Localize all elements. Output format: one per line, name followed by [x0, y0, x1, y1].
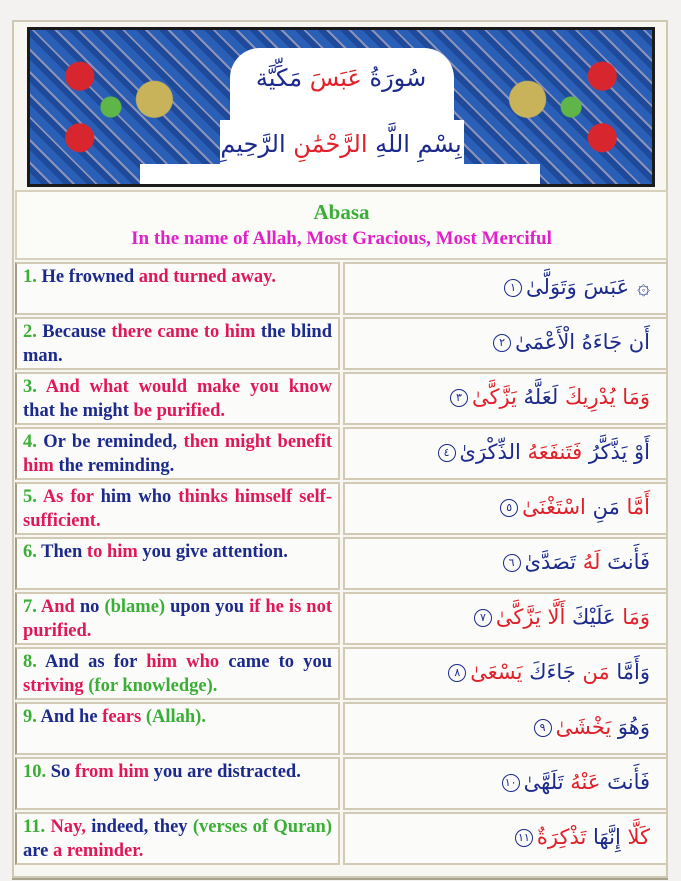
- sura-banner: [27, 27, 655, 187]
- verse-number-marker: ٦: [503, 554, 521, 572]
- verse-number-marker: ٨: [448, 664, 466, 682]
- verse-arabic: [343, 812, 668, 865]
- translation-segment: (for knowledge).: [83, 676, 218, 696]
- verse-row: [15, 757, 668, 810]
- arabic-segment: الذِّكْرَىٰ: [459, 440, 521, 464]
- verse-number-marker: ٣: [450, 389, 468, 407]
- translation-segment: fears: [102, 707, 142, 727]
- translation-segment: you give attention.: [137, 542, 288, 562]
- verse-arabic: [343, 592, 668, 645]
- basmala-part: الرَّحْمَٰنِ: [293, 130, 368, 158]
- verse-row: [15, 592, 668, 645]
- translation-segment: 1.: [23, 267, 37, 287]
- verse-arabic: [343, 702, 668, 755]
- verse-number-marker: ١٠: [502, 774, 520, 792]
- translation-segment: And as for: [36, 652, 147, 672]
- translation-segment: from him: [74, 762, 150, 782]
- verse-translation: [15, 427, 340, 480]
- translation-segment: He frowned: [36, 267, 139, 287]
- basmala-translation: In the name of Allah, Most Gracious, Most Merciful: [131, 228, 552, 249]
- arabic-segment: تَذْكِرَةٌ: [536, 825, 587, 849]
- verse-number-marker: ٧: [474, 609, 492, 627]
- arabic-segment: إِنَّهَا: [586, 825, 621, 849]
- arabic-segment: كَلَّا: [620, 825, 650, 849]
- verse-translation: [15, 592, 340, 645]
- verse-row: [15, 262, 668, 315]
- translation-segment: that he might: [23, 401, 134, 421]
- translation-segment: (verses of Quran): [192, 817, 333, 837]
- translation-segment: and turned away.: [138, 267, 277, 287]
- verse-row: [15, 647, 668, 700]
- verse-row: [15, 702, 668, 755]
- verse-translation: [15, 647, 340, 700]
- arabic-segment: أَن جَاءَهُ الْأَعْمَىٰ: [515, 330, 650, 354]
- arabic-segment: اسْتَغْنَىٰ: [522, 495, 586, 519]
- arabic-segment: مَن: [575, 660, 610, 684]
- verse-arabic: [343, 482, 668, 535]
- translation-segment: striving: [23, 676, 84, 696]
- translation-segment: 2.: [23, 322, 37, 342]
- arabic-segment: جَاءَكَ: [522, 660, 576, 684]
- ornament-icon: ۞: [637, 275, 650, 300]
- translation-segment: there came to him: [111, 322, 256, 342]
- translation-segment: upon you: [165, 597, 250, 617]
- sura-name: عَبَسَ: [309, 64, 362, 92]
- arabic-segment: فَأَنتَ: [600, 770, 650, 794]
- arabic-segment: لَعَلَّهُ: [516, 385, 559, 409]
- translation-segment: And he: [36, 707, 103, 727]
- basmala-part: الرَّحِيمِ: [220, 130, 286, 158]
- sura-title-arabic: [30, 64, 652, 92]
- translation-segment: 3.: [23, 377, 37, 397]
- verse-translation: [15, 482, 340, 535]
- translation-segment: to him: [86, 542, 138, 562]
- verse-row: [15, 317, 668, 370]
- translation-segment: the reminding.: [53, 456, 175, 476]
- verse-arabic: [343, 537, 668, 590]
- translation-segment: And: [36, 597, 75, 617]
- arabic-segment: وَأَمَّا: [609, 660, 650, 684]
- arabic-segment: يَسْعَىٰ: [470, 660, 523, 684]
- verse-table: [15, 262, 668, 867]
- translation-segment: came to you: [219, 652, 332, 672]
- verse-translation: [15, 262, 340, 315]
- translation-segment: Nay,: [45, 817, 86, 837]
- verse-translation: [15, 812, 340, 865]
- arabic-segment: تَلَهَّىٰ: [523, 770, 564, 794]
- translation-segment: 4.: [23, 432, 37, 452]
- arabic-segment: تَصَدَّىٰ: [524, 550, 577, 574]
- arabic-segment: أَمَّا: [619, 495, 650, 519]
- translation-segment: be purified.: [133, 401, 225, 421]
- arabic-segment: يَخْشَىٰ: [555, 715, 612, 739]
- verse-arabic: [343, 647, 668, 700]
- arabic-segment: أَلَّا يَزَّكَّىٰ: [495, 605, 566, 629]
- translation-segment: 8.: [23, 652, 37, 672]
- translation-segment: 7.: [23, 597, 37, 617]
- verse-number-marker: ٢: [493, 334, 511, 352]
- banner-panel: [140, 164, 540, 184]
- verse-arabic: [343, 262, 668, 315]
- translation-segment: the blind man.: [23, 322, 332, 366]
- verse-arabic: [343, 372, 668, 425]
- translation-segment: 9.: [23, 707, 37, 727]
- arabic-segment: يَزَّكَّىٰ: [471, 385, 517, 409]
- arabic-segment: فَأَنتَ: [600, 550, 650, 574]
- verse-row: [15, 537, 668, 590]
- basmala-arabic: [30, 130, 652, 158]
- translation-segment: indeed, they: [85, 817, 193, 837]
- verse-number-marker: ٥: [500, 499, 518, 517]
- translation-segment: no: [74, 597, 105, 617]
- verse-row: [15, 812, 668, 865]
- translation-segment: thinks himself self-sufficient.: [23, 487, 332, 531]
- translation-segment: 10.: [23, 762, 47, 782]
- verse-number-marker: ٩: [534, 719, 552, 737]
- translation-segment: then might benefit him: [23, 432, 332, 476]
- translation-segment: Or be reminded,: [36, 432, 184, 452]
- verse-translation: [15, 537, 340, 590]
- title-box: [15, 190, 668, 260]
- arabic-segment: أَوْ يَذَّكَّرُ: [582, 440, 650, 464]
- verse-row: [15, 372, 668, 425]
- translation-segment: And what would make you know: [36, 377, 332, 397]
- arabic-segment: عَنْهُ: [563, 770, 601, 794]
- translation-segment: 6.: [23, 542, 37, 562]
- verse-translation: [15, 372, 340, 425]
- verse-row: [15, 482, 668, 535]
- sura-type: مَكِّيَّة: [255, 64, 303, 92]
- sura-prefix: سُورَةُ: [369, 64, 427, 92]
- verse-row: [15, 427, 668, 480]
- verse-number-marker: ٤: [438, 444, 456, 462]
- translation-segment: a reminder.: [52, 841, 144, 861]
- arabic-segment: عَلَيْكَ: [565, 605, 616, 629]
- basmala-part: بِسْمِ اللَّهِ: [375, 130, 462, 158]
- ornamental-border: [30, 30, 652, 184]
- translation-segment: (blame): [104, 597, 166, 617]
- verse-translation: [15, 317, 340, 370]
- translation-segment: him who: [100, 487, 179, 507]
- verse-translation: [15, 757, 340, 810]
- verse-translation: [15, 702, 340, 755]
- translation-segment: you are distracted.: [149, 762, 301, 782]
- surah-title: Abasa: [313, 200, 370, 224]
- translation-segment: (Allah).: [141, 707, 206, 727]
- arabic-segment: وَهُوَ: [611, 715, 650, 739]
- arabic-segment: لَهُ: [576, 550, 601, 574]
- verse-arabic: [343, 757, 668, 810]
- verse-arabic: [343, 427, 668, 480]
- verse-number-marker: ١١: [515, 829, 533, 847]
- arabic-segment: عَبَسَ وَتَوَلَّىٰ: [526, 275, 630, 299]
- translation-segment: As for: [36, 487, 101, 507]
- verse-number-marker: ١: [504, 279, 522, 297]
- translation-segment: Because: [36, 322, 112, 342]
- arabic-segment: وَمَا يُدْرِيكَ: [558, 385, 650, 409]
- translation-segment: Then: [36, 542, 87, 562]
- translation-segment: if he is not purified.: [23, 597, 332, 641]
- translation-segment: 11.: [23, 817, 46, 837]
- arabic-segment: وَمَا: [615, 605, 650, 629]
- verse-arabic: [343, 317, 668, 370]
- translation-segment: 5.: [23, 487, 37, 507]
- translation-segment: are: [23, 841, 53, 861]
- arabic-segment: فَتَنفَعَهُ: [520, 440, 583, 464]
- translation-segment: him who: [146, 652, 220, 672]
- translation-segment: So: [46, 762, 75, 782]
- arabic-segment: مَنِ: [585, 495, 620, 519]
